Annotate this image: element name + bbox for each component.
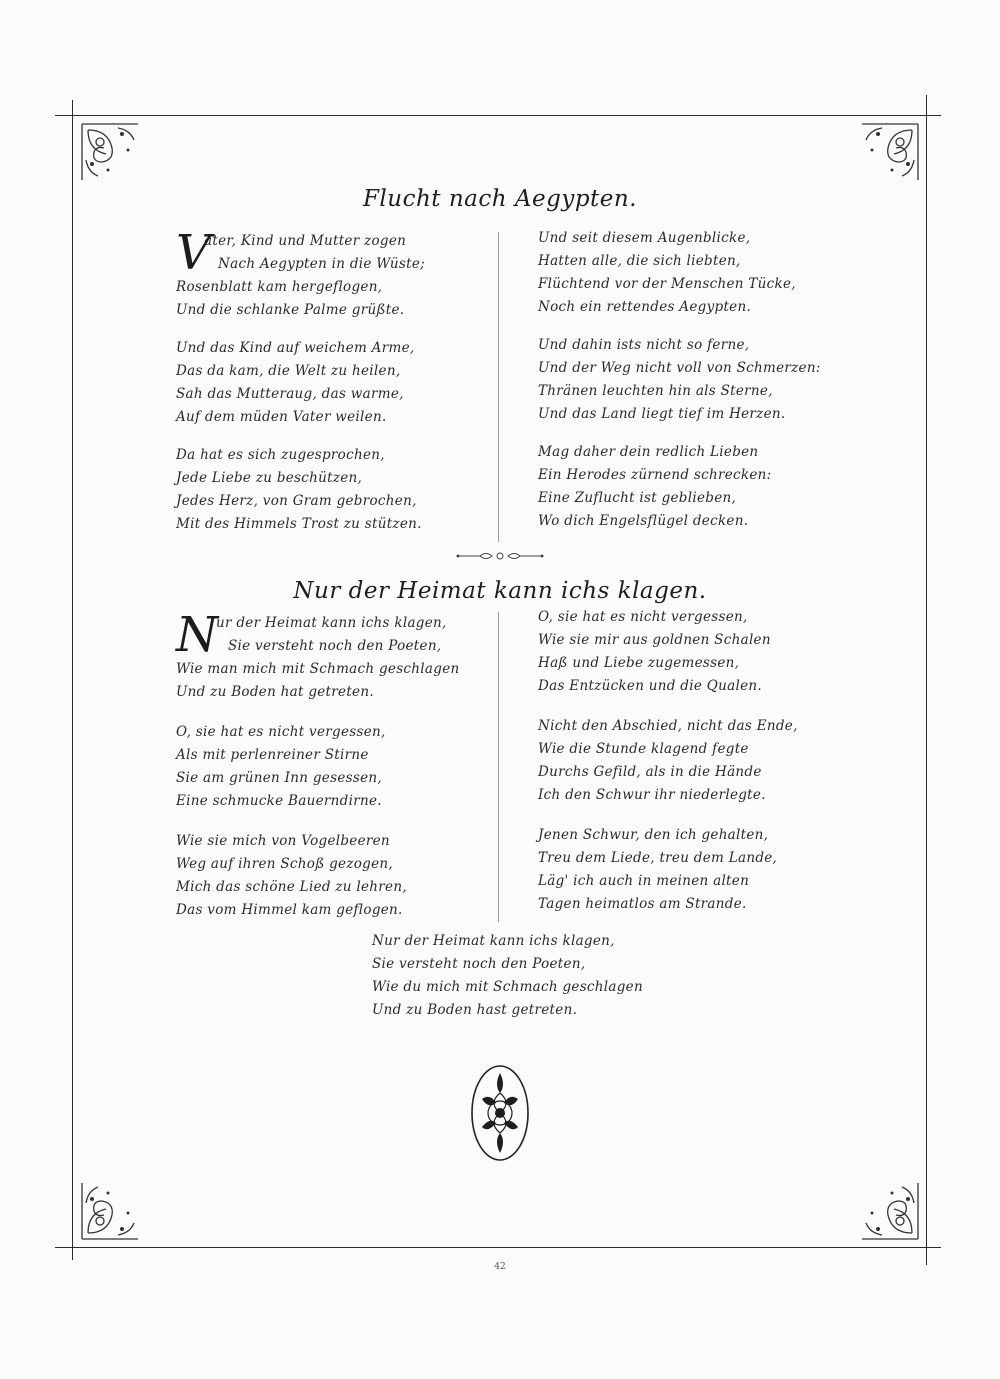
frame-bottom-line <box>55 1247 941 1248</box>
poem1-right-stanza-3 <box>538 441 848 533</box>
poem-line: Mich das schöne Lied zu lehren, <box>176 879 407 895</box>
poem-line: Wie du mich mit Schmach geschlagen <box>372 979 643 995</box>
poem2-column-divider <box>498 612 499 922</box>
frame-top-line <box>55 115 941 116</box>
frame-right-line <box>926 95 927 1265</box>
poem-line: Wie sie mir aus goldnen Schalen <box>538 632 771 648</box>
poem-line: Nur der Heimat kann ichs klagen, <box>372 933 615 949</box>
poem2-right-stanza-2 <box>538 715 848 807</box>
poem-line: Wie man mich mit Schmach geschlagen <box>176 661 460 677</box>
poem1-right-column <box>538 227 848 533</box>
poem2-right-stanza-1 <box>538 606 848 698</box>
poem-line: Und die schlanke Palme grüßte. <box>176 302 405 318</box>
poem-line: Jedes Herz, von Gram gebrochen, <box>176 493 417 509</box>
poem-line: Hatten alle, die sich liebten, <box>538 253 741 269</box>
poem2-left-column <box>176 607 476 922</box>
poem-line: Sie versteht noch den Poeten, <box>228 638 442 654</box>
poem-line: Läg' ich auch in meinen alten <box>538 873 750 889</box>
poem2-right-stanza-3 <box>538 824 848 916</box>
poem1-left-stanza-2 <box>176 337 476 429</box>
poem1-left-stanza-1 <box>176 225 476 322</box>
poem-line: Flüchtend vor der Menschen Tücke, <box>538 276 796 292</box>
poem-line: ater, Kind und Mutter zogen <box>204 233 407 249</box>
poem-line: Und zu Boden hast getreten. <box>372 1002 578 1018</box>
poem2-left-stanza-1 <box>176 607 476 704</box>
poem-line: Eine Zuflucht ist geblieben, <box>538 490 737 506</box>
poem-line: Wo dich Engelsflügel decken. <box>538 513 749 529</box>
poem-line: Ich den Schwur ihr niederlegte. <box>538 787 766 803</box>
poem-line: Noch ein rettendes Aegypten. <box>538 299 752 315</box>
poem2-final-stanza <box>372 930 692 1022</box>
poem2-title: Nur der Heimat kann ichs klagen. <box>293 578 707 604</box>
poem-line: O, sie hat es nicht vergessen, <box>176 724 386 740</box>
poem1-right-stanza-1 <box>538 227 848 319</box>
poem-line: Wie die Stunde klagend fegte <box>538 741 749 757</box>
poem-line: Auf dem müden Vater weilen. <box>176 409 387 425</box>
poem-line: Und zu Boden hat getreten. <box>176 684 374 700</box>
poem-line: Nach Aegypten in die Wüste; <box>218 256 426 272</box>
corner-ornament-bottom-left <box>78 1163 158 1243</box>
poem-line: Tagen heimatlos am Strande. <box>538 896 747 912</box>
poem-line: Und das Land liegt tief im Herzen. <box>538 406 786 422</box>
poem-line: Sie am grünen Inn gesessen, <box>176 770 382 786</box>
poem-line: Weg auf ihren Schoß gezogen, <box>176 856 393 872</box>
poem-line: Treu dem Liede, treu dem Lande, <box>538 850 778 866</box>
poem-line: Das vom Himmel kam geflogen. <box>176 902 403 918</box>
poem2-dropcap: N <box>176 607 218 663</box>
page-number: 42 <box>494 1262 506 1272</box>
poem-line: Mag daher dein redlich Lieben <box>538 444 759 460</box>
poem1-right-stanza-2 <box>538 334 848 426</box>
poem-line: Eine schmucke Bauerndirne. <box>176 793 382 809</box>
poem-line: Das Entzücken und die Qualen. <box>538 678 762 694</box>
poem-line: Wie sie mich von Vogelbeeren <box>176 833 390 849</box>
frame-left-line <box>72 100 73 1260</box>
poem1-column-divider <box>498 232 499 542</box>
poem-line: Jenen Schwur, den ich gehalten, <box>538 827 769 843</box>
poem1-dropcap: V <box>176 225 211 281</box>
poem-line: Und dahin ists nicht so ferne, <box>538 337 750 353</box>
poem-line: Da hat es sich zugesprochen, <box>176 447 385 463</box>
section-divider-ornament <box>456 550 544 562</box>
poem1-left-stanza-3 <box>176 444 476 536</box>
poem-line: Ein Herodes zürnend schrecken: <box>538 467 772 483</box>
poem-line: ur der Heimat kann ichs klagen, <box>216 615 447 631</box>
poem-line: Das da kam, die Welt zu heilen, <box>176 363 401 379</box>
poem-line: Nicht den Abschied, nicht das Ende, <box>538 718 798 734</box>
poem1-left-column <box>176 225 476 536</box>
poem-line: Haß und Liebe zugemessen, <box>538 655 740 671</box>
poem-line: Und das Kind auf weichem Arme, <box>176 340 415 356</box>
poem-line: Thränen leuchten hin als Sterne, <box>538 383 773 399</box>
poem-line: Rosenblatt kam hergeflogen, <box>176 279 383 295</box>
poem-line: Sie versteht noch den Poeten, <box>372 956 586 972</box>
poem-line: Als mit perlenreiner Stirne <box>176 747 369 763</box>
oval-vignette-ornament <box>470 1063 530 1163</box>
poem2-left-stanza-2 <box>176 721 476 813</box>
corner-ornament-bottom-right <box>842 1163 922 1243</box>
poem1-title: Flucht nach Aegypten. <box>362 186 638 212</box>
poem-line: Und seit diesem Augenblicke, <box>538 230 751 246</box>
poem-line: Jede Liebe zu beschützen, <box>176 470 363 486</box>
poem-line: Sah das Mutteraug, das warme, <box>176 386 404 402</box>
poem-line: Und der Weg nicht voll von Schmerzen: <box>538 360 821 376</box>
poem-line: Mit des Himmels Trost zu stützen. <box>176 516 422 532</box>
poem-line: Durchs Gefild, als in die Hände <box>538 764 762 780</box>
poem2-left-stanza-3 <box>176 830 476 922</box>
poem-line: O, sie hat es nicht vergessen, <box>538 609 748 625</box>
poem2-right-column <box>538 606 848 916</box>
